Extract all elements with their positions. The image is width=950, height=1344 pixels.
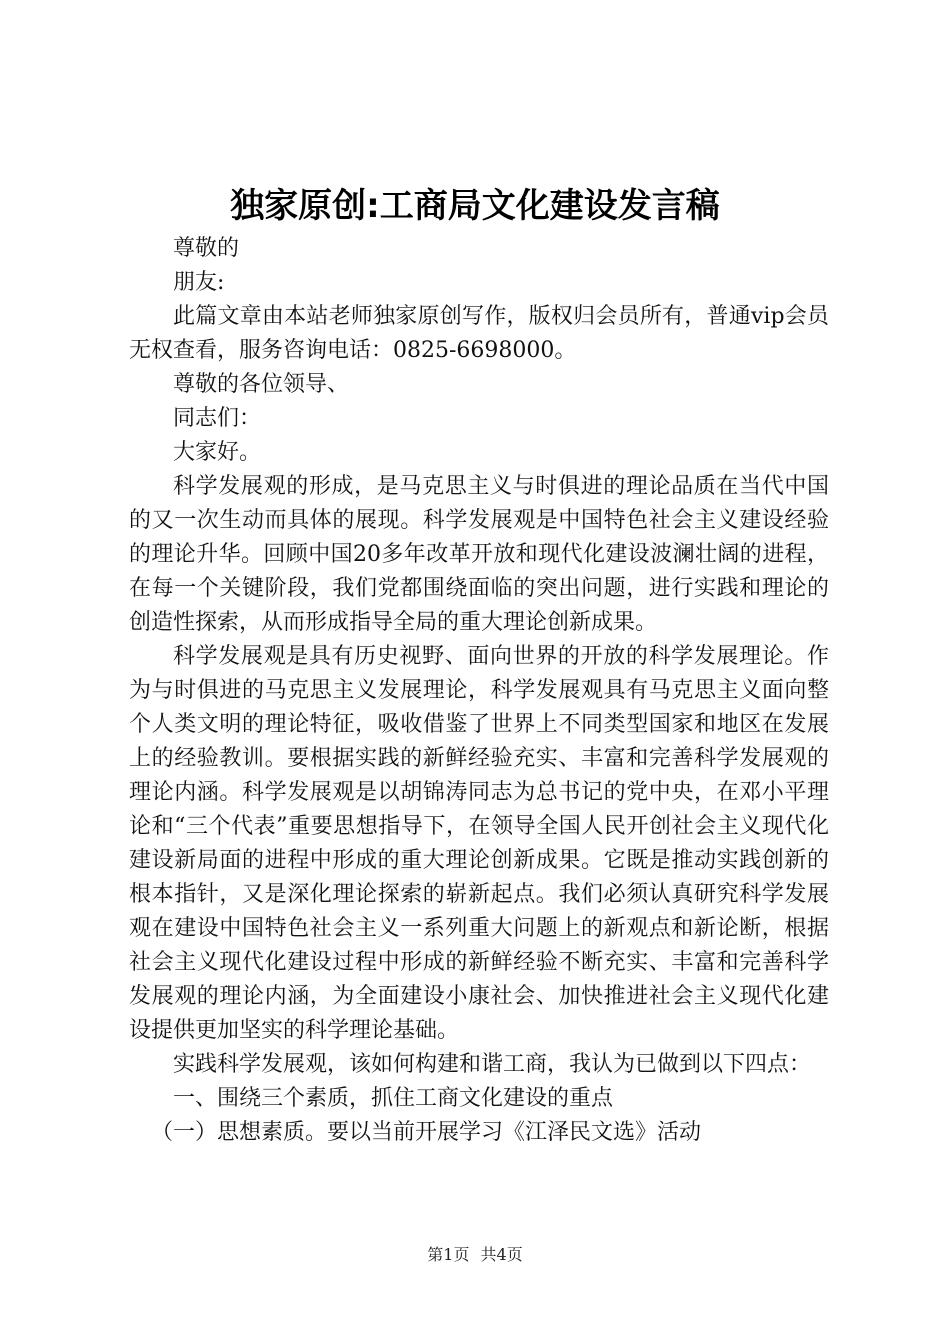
- body-paragraph: 科学发展观的形成，是马克思主义与时俱进的理论品质在当代中国的又一次生动而具体的展现。科学发展观是中国特色社会主义建设经验的理论升华。回顾中国20多年改革开放和现代化建设波澜壮阔的进程，在每一个关键阶段，我们党都围绕面临的突出问题，进行实践和理论的创造性探索，从而形成指导全局的重大理论创新成果。: [129, 474, 829, 635]
- body-paragraph: 实践科学发展观，该如何构建和谐工商，我认为已做到以下四点：: [173, 1052, 812, 1077]
- section-heading: 一、围绕三个素质，抓住工商文化建设的重点: [173, 1086, 614, 1111]
- subsection-paragraph: （一）思想素质。要以当前开展学习《江泽民文选》活动: [151, 1120, 702, 1145]
- greeting-line-2: 同志们：: [173, 406, 262, 431]
- page-total: 共4页: [480, 1245, 523, 1264]
- document-body: [129, 232, 829, 1150]
- salutation-line-2: 朋友:: [173, 270, 225, 295]
- document-title: 独家原创:工商局文化建设发言稿: [230, 186, 720, 226]
- copyright-notice: 此篇文章由本站老师独家原创写作，版权归会员所有，普通vip会员无权查看，服务咨询电话：0825-6698000。: [129, 304, 829, 363]
- greeting-line-1: 尊敬的各位领导、: [173, 372, 350, 397]
- salutation-line-1: 尊敬的: [173, 236, 240, 261]
- page-footer: [0, 1243, 950, 1267]
- body-paragraph: 科学发展观是具有历史视野、面向世界的开放的科学发展理论。作为与时俱进的马克思主义发展理论，科学发展观具有马克思主义面向整个人类文明的理论特征，吸收借鉴了世界上不同类型国家和地区在发展上的经验教训。要根据实践的新鲜经验充实、丰富和完善科学发展观的理论内涵。科学发展观是以胡锦涛同志为总书记的党中央，在邓小平理论和“三个代表”重要思想指导下，在领导全国人民开创社会主义现代化建设新局面的进程中形成的重大理论创新成果。它既是推动实践创新的根本指针，又是深化理论探索的崭新起点。我们必须认真研究科学发展观在建设中国特色社会主义一系列重大问题上的新观点和新论断，根据社会主义现代化建设过程中形成的新鲜经验不断充实、丰富和完善科学发展观的理论内涵，为全面建设小康社会、加快推进社会主义现代化建设提供更加坚实的科学理论基础。: [129, 644, 829, 1043]
- page-number: 第1页: [427, 1245, 470, 1264]
- greeting-line-3: 大家好。: [173, 440, 262, 465]
